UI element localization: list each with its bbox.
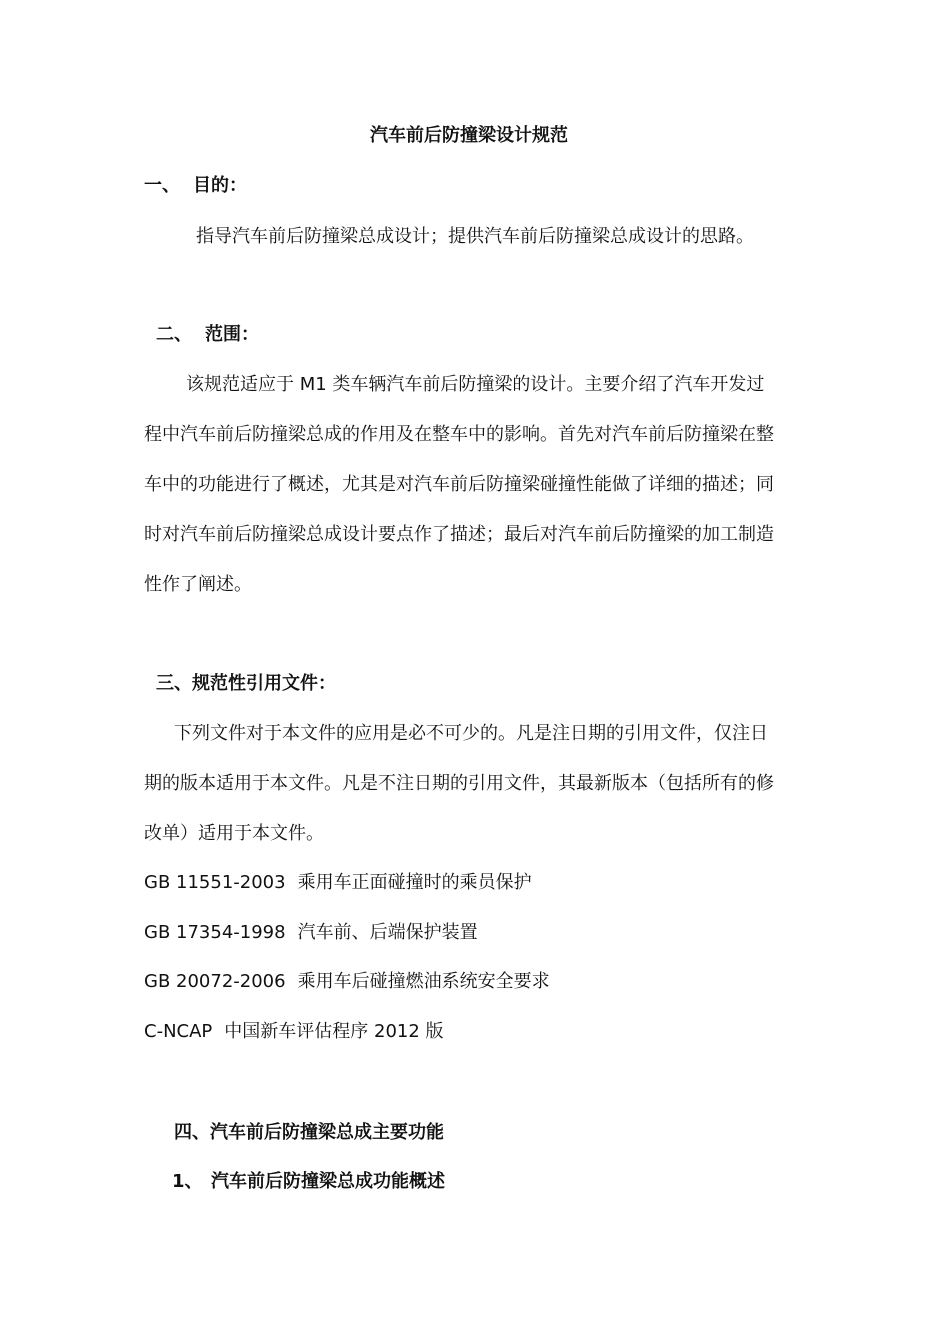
reference-item [144,871,532,895]
section-scope-heading: 范围： [205,324,259,345]
section-purpose-number: 一、 [144,175,180,196]
scope-paragraph-line-1: 该规范适应于 M1 类车辆汽车前后防撞梁的设计。主要介绍了汽车开发过 [186,374,765,395]
references-paragraph-line-3: 改单）适用于本文件。 [144,823,324,844]
reference-code: GB 11551-2003 [144,872,286,893]
subsection-number: 1、 [172,1171,203,1192]
scope-paragraph-line-3: 车中的功能进行了概述，尤其是对汽车前后防撞梁碰撞性能做了详细的描述；同 [144,474,774,495]
section-purpose-heading: 目的： [193,175,247,196]
references-paragraph-line-2: 期的版本适用于本文件。凡是不注日期的引用文件，其最新版本（包括所有的修 [144,773,774,794]
section-purpose-body: 指导汽车前后防撞梁总成设计；提供汽车前后防撞梁总成设计的思路。 [196,226,754,247]
reference-item [144,1020,444,1044]
reference-code: GB 20072-2006 [144,971,286,992]
reference-name: 乘用车正面碰撞时的乘员保护 [297,872,532,893]
section-functions-heading: 四、汽车前后防撞梁总成主要功能 [174,1122,444,1143]
document-title: 汽车前后防撞梁设计规范 [370,125,568,146]
subsection-heading: 汽车前后防撞梁总成功能概述 [211,1171,445,1192]
reference-name: 汽车前、后端保护装置 [297,922,478,943]
reference-name: 乘用车后碰撞燃油系统安全要求 [297,971,550,992]
reference-code: C-NCAP [144,1021,213,1042]
reference-code: GB 17354-1998 [144,922,286,943]
references-paragraph-line-1: 下列文件对于本文件的应用是必不可少的。凡是注日期的引用文件，仅注日 [174,723,768,744]
section-scope-number: 二、 [156,324,192,345]
section-references-heading: 三、规范性引用文件： [156,673,336,694]
scope-paragraph-line-4: 时对汽车前后防撞梁总成设计要点作了描述；最后对汽车前后防撞梁的加工制造 [144,524,774,545]
reference-name: 中国新车评估程序 2012 版 [224,1021,444,1042]
reference-item [144,921,478,945]
scope-paragraph-line-5: 性作了阐述。 [144,574,252,595]
reference-item [144,970,550,994]
scope-paragraph-line-2: 程中汽车前后防撞梁总成的作用及在整车中的影响。首先对汽车前后防撞梁在整 [144,424,774,445]
